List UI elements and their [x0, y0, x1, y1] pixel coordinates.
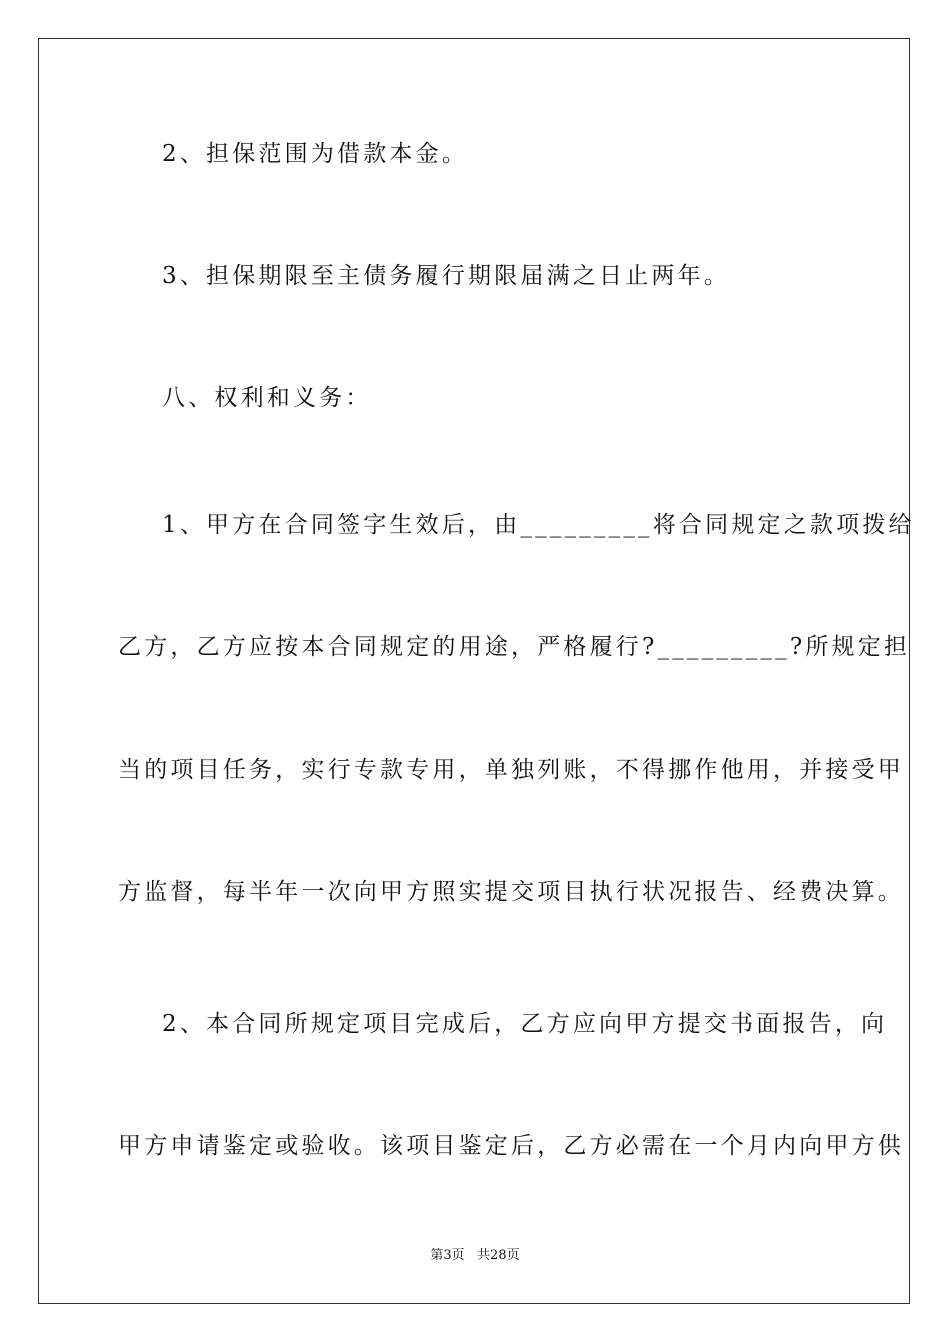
- clause-7-3: 3、担保期限至主债务履行期限届满之日止两年。: [162, 263, 731, 289]
- clause-7-2: 2、担保范围为借款本金。: [162, 141, 469, 167]
- page-number-footer: 第3页 共28页: [430, 1248, 520, 1263]
- clause-8-1-line-4: 方监督，每半年一次向甲方照实提交项目执行状况报告、经费决算。: [118, 879, 904, 905]
- section-8-heading: 八、权利和义务：: [162, 385, 372, 411]
- clause-8-1-line-2: 乙方，乙方应按本合同规定的用途，严格履行?_________?所规定担: [118, 634, 911, 660]
- clause-8-2-line-1: 2、本合同所规定项目完成后，乙方应向甲方提交书面报告，向: [162, 1011, 888, 1037]
- clause-8-1-line-3: 当的项目任务，实行专款专用，单独列账，不得挪作他用，并接受甲: [118, 757, 904, 783]
- clause-8-2-line-2: 甲方申请鉴定或验收。该项目鉴定后，乙方必需在一个月内向甲方供: [118, 1133, 904, 1159]
- page-border: [38, 38, 910, 1304]
- clause-8-1-line-1: 1、甲方在合同签字生效后，由_________将合同规定之款项拨给: [162, 512, 915, 538]
